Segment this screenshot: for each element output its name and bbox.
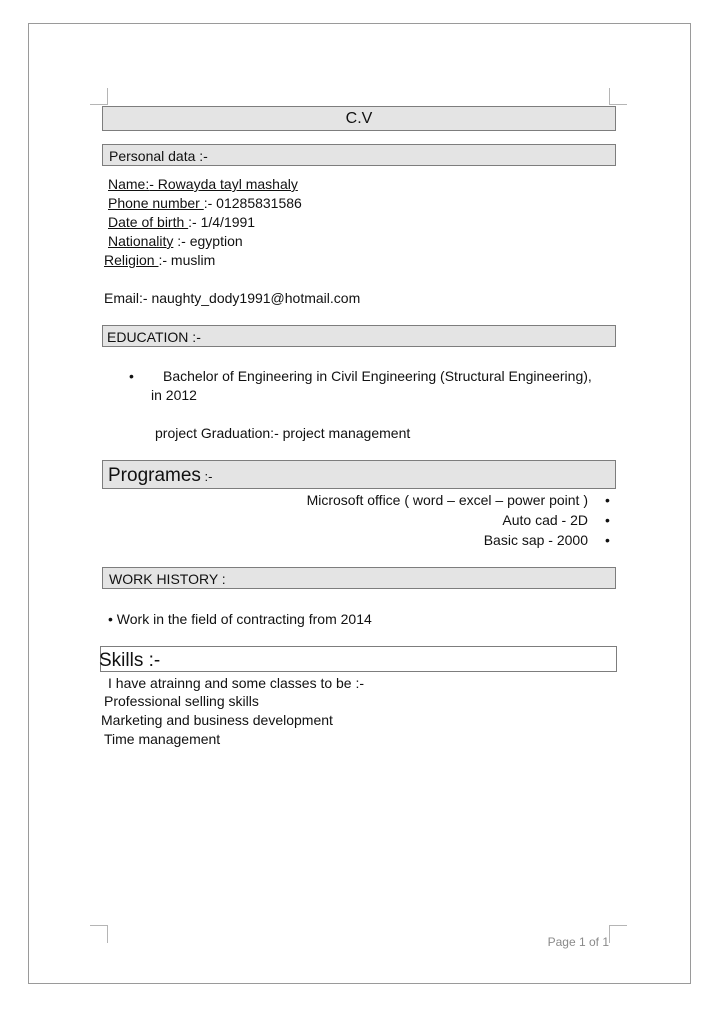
- corner-mark-bottom-left-h: [90, 925, 107, 926]
- skills-line: Marketing and business development: [101, 712, 333, 728]
- work-history-heading: WORK HISTORY :: [109, 571, 226, 587]
- corner-mark-top-right-v: [609, 88, 610, 105]
- dob-label: Date of birth: [108, 214, 189, 230]
- program-item: Basic sap - 2000: [483, 532, 588, 548]
- program-item: Microsoft office ( word – excel – power point ): [306, 492, 588, 508]
- skills-line: I have atrainng and some classes to be :-: [108, 675, 365, 691]
- program-bullet-icon: •: [605, 532, 610, 548]
- religion-label: Religion: [104, 252, 159, 268]
- personal-data-heading: Personal data :-: [109, 148, 208, 164]
- program-bullet-icon: •: [605, 512, 610, 528]
- graduation-project: project Graduation:- project management: [155, 425, 411, 441]
- corner-mark-bottom-right-v: [609, 925, 610, 943]
- page-number: Page 1 of 1: [547, 935, 609, 949]
- corner-mark-bottom-left-v: [107, 925, 108, 943]
- skills-line: Professional selling skills: [104, 693, 259, 709]
- religion-value: :- muslim: [158, 252, 216, 268]
- corner-mark-bottom-right-h: [610, 925, 627, 926]
- corner-mark-top-left-v: [107, 88, 108, 105]
- title-bar: [102, 106, 616, 131]
- programs-header: [102, 460, 616, 489]
- corner-mark-top-left-h: [90, 104, 107, 105]
- skills-heading: Skills :-: [99, 650, 161, 671]
- work-history-item: • Work in the field of contracting from 2014: [108, 611, 372, 627]
- education-heading: EDUCATION :-: [107, 329, 201, 345]
- education-bullet-icon: •: [129, 368, 134, 384]
- dob-value: :- 1/4/1991: [188, 214, 256, 230]
- name-label: Name:: [108, 176, 150, 192]
- program-bullet-icon: •: [605, 492, 610, 508]
- programs-heading: [108, 465, 212, 486]
- phone-row: [108, 194, 302, 212]
- corner-mark-top-right-h: [610, 104, 627, 105]
- phone-value: :- 01285831586: [203, 195, 302, 211]
- email-line: Email:- naughty_dody1991@hotmail.com: [104, 290, 361, 306]
- dob-row: [108, 213, 255, 231]
- name-row: [108, 175, 298, 193]
- programs-heading-text: Programes: [108, 465, 201, 486]
- work-history-header: [102, 567, 616, 589]
- skills-line: Time management: [104, 731, 221, 747]
- nationality-row: [108, 232, 243, 250]
- personal-data-header: [102, 144, 616, 166]
- program-item: Auto cad - 2D: [502, 512, 588, 528]
- cv-title: C.V: [345, 110, 373, 127]
- phone-label: Phone number: [108, 195, 204, 211]
- nationality-label: Nationality: [108, 233, 174, 249]
- programs-heading-suffix: :-: [200, 469, 213, 484]
- education-header: [102, 325, 616, 347]
- degree-line-1: Bachelor of Engineering in Civil Engineering (Structural Engineering),: [163, 368, 592, 384]
- nationality-value: :- egyption: [173, 233, 243, 249]
- religion-row: [104, 251, 215, 269]
- degree-line-2: in 2012: [151, 387, 197, 403]
- name-value: - Rowayda tayl mashaly: [149, 176, 298, 192]
- skills-header: [100, 646, 617, 672]
